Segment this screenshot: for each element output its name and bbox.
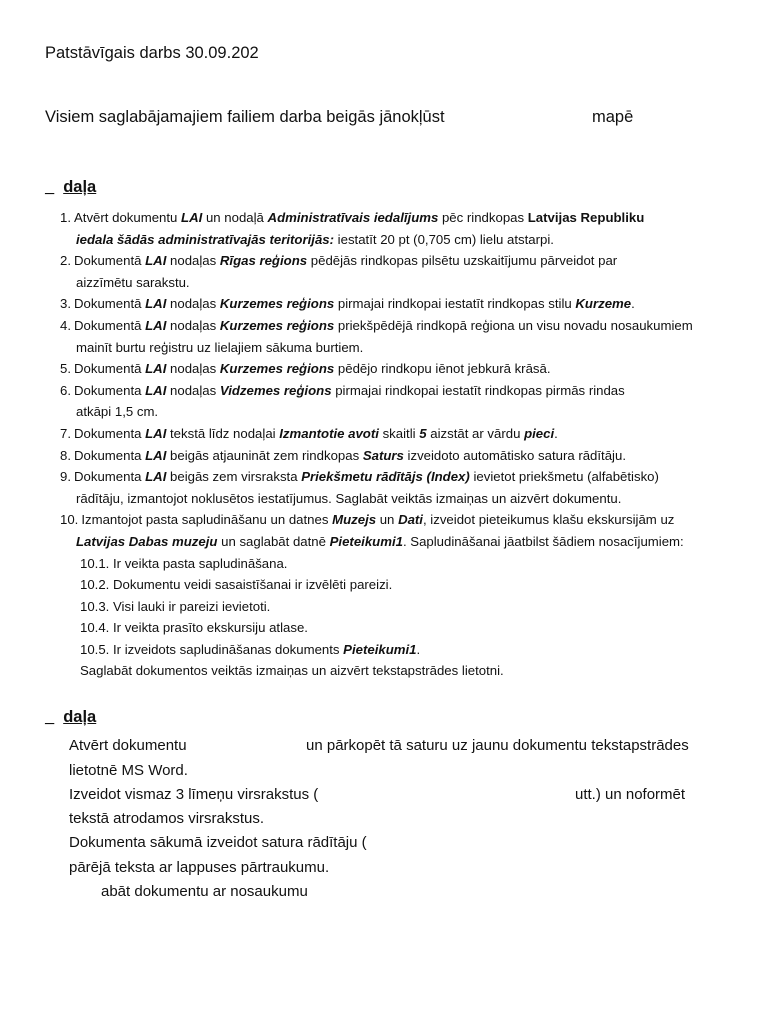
emphasized-term: Kurzemes reģions <box>219 296 335 312</box>
task-text: pirmajai rindkopai iestatīt rindkopas pirmās rindas <box>331 382 625 398</box>
emphasized-term: Izmantotie avoti <box>279 425 379 441</box>
task-text: Dokumenta <box>74 447 146 463</box>
emphasized-term: Saturs <box>362 447 404 463</box>
emphasized-term: Muzejs <box>332 512 377 528</box>
task-text: tekstā līdz nodaļai <box>166 425 280 441</box>
emphasized-term: Kurzeme <box>575 296 632 312</box>
part2-number-blank: _ <box>45 708 55 726</box>
intro-text: Visiem saglabājamajiem failiem darba beigās jānokļūst <box>45 108 445 126</box>
task-item <box>60 358 710 380</box>
emphasized-term: LAI <box>145 253 167 269</box>
task-text: . <box>554 425 558 441</box>
task-text: aizstāt ar vārdu <box>426 425 525 441</box>
part2-line-4: tekstā atrodamos virsrakstus. <box>69 810 265 827</box>
document-title: Patstāvīgais darbs 30.09.202 <box>45 44 259 62</box>
part2-line-1a: Atvērt dokumentu <box>69 737 187 754</box>
emphasized-term: LAI <box>145 361 167 377</box>
task-text: Dokumenta <box>74 382 146 398</box>
task-text: ievietot priekšmetu (alfabētisko) <box>469 469 659 485</box>
task-text: priekšpēdējā rindkopā reģiona un visu novadu nosaukumiem <box>334 317 693 333</box>
subtask-item <box>60 639 710 661</box>
part2-heading <box>45 708 96 727</box>
task-text: nodaļas <box>166 253 220 269</box>
task-text: Dokumenta <box>74 425 146 441</box>
emphasized-term: LAI <box>145 317 167 333</box>
part1-number-blank: _ <box>45 178 55 196</box>
emphasized-term: LAI <box>181 210 203 225</box>
part2-line-7: abāt dokumentu ar nosaukumu <box>101 883 308 900</box>
emphasized-term: Latvijas Republiku <box>527 210 645 225</box>
task-text: . <box>631 296 635 312</box>
task-item <box>60 509 710 531</box>
task-number: 3. <box>60 296 71 312</box>
task-text: Atvērt dokumentu <box>74 210 182 225</box>
task-text: pirmajai rindkopai iestatīt rindkopas stilu <box>334 296 576 312</box>
task-number: 8. <box>60 447 71 463</box>
task-text: Dokumentā <box>74 361 146 377</box>
part2-line-2: lietotnē MS Word. <box>69 762 188 779</box>
task-text: nodaļas <box>166 317 220 333</box>
task-text: pēdējās rindkopas pilsētu uzskaitījumu pārveidot par <box>307 253 618 269</box>
task-text: beigās atjaunināt zem rindkopas <box>166 447 363 463</box>
task-text: un nodaļā <box>202 210 268 225</box>
part2-line-6: pārējā teksta ar lappuses pārtraukumu. <box>69 859 330 876</box>
task-continuation <box>60 229 710 251</box>
emphasized-term: Priekšmetu rādītājs (Index) <box>301 469 470 485</box>
task-text: pēdējo rindkopu iēnot jebkurā krāsā. <box>334 361 551 377</box>
task-text: Izmantojot pasta sapludināšanu un datnes <box>81 512 333 528</box>
task-item <box>60 293 710 315</box>
emphasized-term: Administratīvais iedalījums <box>267 210 439 225</box>
task-item <box>60 315 710 337</box>
task-number: 5. <box>60 361 71 377</box>
task-text: , izveidot pieteikumus klašu ekskursijām uz <box>422 512 675 528</box>
emphasized-term: Dati <box>398 512 423 528</box>
part1-heading-word: daļa <box>63 178 97 196</box>
emphasized-term: LAI <box>145 425 167 441</box>
task-closing-note <box>60 660 710 682</box>
task-number: 10. <box>60 512 79 528</box>
task-text: rādītāju, izmantojot noklusētos iestatījumus. Saglabāt veiktās izmaiņas un aizvērt dokumentu. <box>76 490 622 506</box>
part2-line-3b: utt.) un noformēt <box>575 786 686 803</box>
task-text: aizzīmētu sarakstu. <box>76 274 190 290</box>
part2-line-3a: Izveidot vismaz 3 līmeņu virsrakstus ( <box>69 786 319 803</box>
task-continuation <box>60 531 710 553</box>
subtask-item <box>60 617 710 639</box>
subtask-item <box>60 596 710 618</box>
task-item <box>60 380 710 402</box>
task-text: . Sapludināšanai jāatbilst šādiem nosacījumiem: <box>402 533 684 549</box>
task-text: nodaļas <box>166 382 220 398</box>
emphasized-term: Pieteikumi1 <box>343 641 417 657</box>
task-text: skaitli <box>378 425 420 441</box>
task-text: Saglabāt dokumentos veiktās izmaiņas un aizvērt tekstapstrādes lietotni. <box>80 663 504 679</box>
task-text: . <box>416 641 421 657</box>
emphasized-term: Kurzemes reģions <box>219 361 335 377</box>
task-text: un saglabāt datnē <box>217 533 330 549</box>
emphasized-term: Vidzemes reģions <box>219 382 332 398</box>
intro-folder-word: mapē <box>592 108 634 126</box>
task-continuation <box>60 337 710 359</box>
part2-line-5: Dokumenta sākumā izveidot satura rādītāju ( <box>69 834 367 851</box>
emphasized-term: Pieteikumi1 <box>329 533 403 549</box>
emphasized-term: LAI <box>145 296 167 312</box>
task-item <box>60 207 710 229</box>
task-text: pēc rindkopas <box>438 210 528 225</box>
task-item <box>60 250 710 272</box>
task-text: un <box>376 512 399 528</box>
task-text: Dokumenta <box>74 469 146 485</box>
part2-heading-word: daļa <box>63 708 97 726</box>
task-text: nodaļas <box>166 296 220 312</box>
emphasized-term: LAI <box>145 382 167 398</box>
task-continuation <box>60 488 710 510</box>
task-number: 2. <box>60 253 71 269</box>
part1-heading <box>45 178 96 197</box>
task-number: 7. <box>60 425 71 441</box>
task-continuation <box>60 401 710 423</box>
emphasized-term: Kurzemes reģions <box>219 317 335 333</box>
task-text: 10.5. Ir izveidots sapludināšanas dokuments <box>80 641 344 657</box>
task-number: 6. <box>60 382 71 398</box>
task-text: 10.1. Ir veikta pasta sapludināšana. <box>80 555 288 571</box>
task-number: 9. <box>60 469 71 485</box>
subtask-item <box>60 553 710 575</box>
task-text: izveidoto automātisko satura rādītāju. <box>403 447 626 463</box>
task-item <box>60 445 710 467</box>
task-text: 10.3. Visi lauki ir pareizi ievietoti. <box>80 598 271 614</box>
task-continuation <box>60 272 710 294</box>
emphasized-term: Rīgas reģions <box>219 253 308 269</box>
emphasized-term: pieci <box>524 425 555 441</box>
task-text: Dokumentā <box>74 296 146 312</box>
task-text: 10.4. Ir veikta prasīto ekskursiju atlase. <box>80 620 308 636</box>
task-text: Dokumentā <box>74 317 146 333</box>
task-item <box>60 466 710 488</box>
task-number: 1. <box>60 210 71 225</box>
part2-line-1b: un pārkopēt tā saturu uz jaunu dokumentu tekstapstrādes <box>306 737 689 754</box>
task-text: Dokumentā <box>74 253 146 269</box>
subtask-item <box>60 574 710 596</box>
emphasized-term: LAI <box>145 447 167 463</box>
emphasized-term: Latvijas Dabas muzeju <box>76 533 218 549</box>
task-number: 4. <box>60 317 71 333</box>
task-text: nodaļas <box>166 361 220 377</box>
emphasized-term: iedala šādās administratīvajās teritorijās: <box>76 231 335 247</box>
emphasized-term: 5 <box>419 425 427 441</box>
part1-task-list <box>60 207 710 682</box>
task-text: mainīt burtu reģistru uz lielajiem sākuma burtiem. <box>76 339 364 355</box>
task-text: iestatīt 20 pt (0,705 cm) lielu atstarpi. <box>334 231 554 247</box>
task-text: beigās zem virsraksta <box>166 469 302 485</box>
task-text: atkāpi 1,5 cm. <box>76 404 159 420</box>
task-item <box>60 423 710 445</box>
emphasized-term: LAI <box>145 469 167 485</box>
task-text: 10.2. Dokumentu veidi sasaistīšanai ir izvēlēti pareizi. <box>80 577 393 593</box>
